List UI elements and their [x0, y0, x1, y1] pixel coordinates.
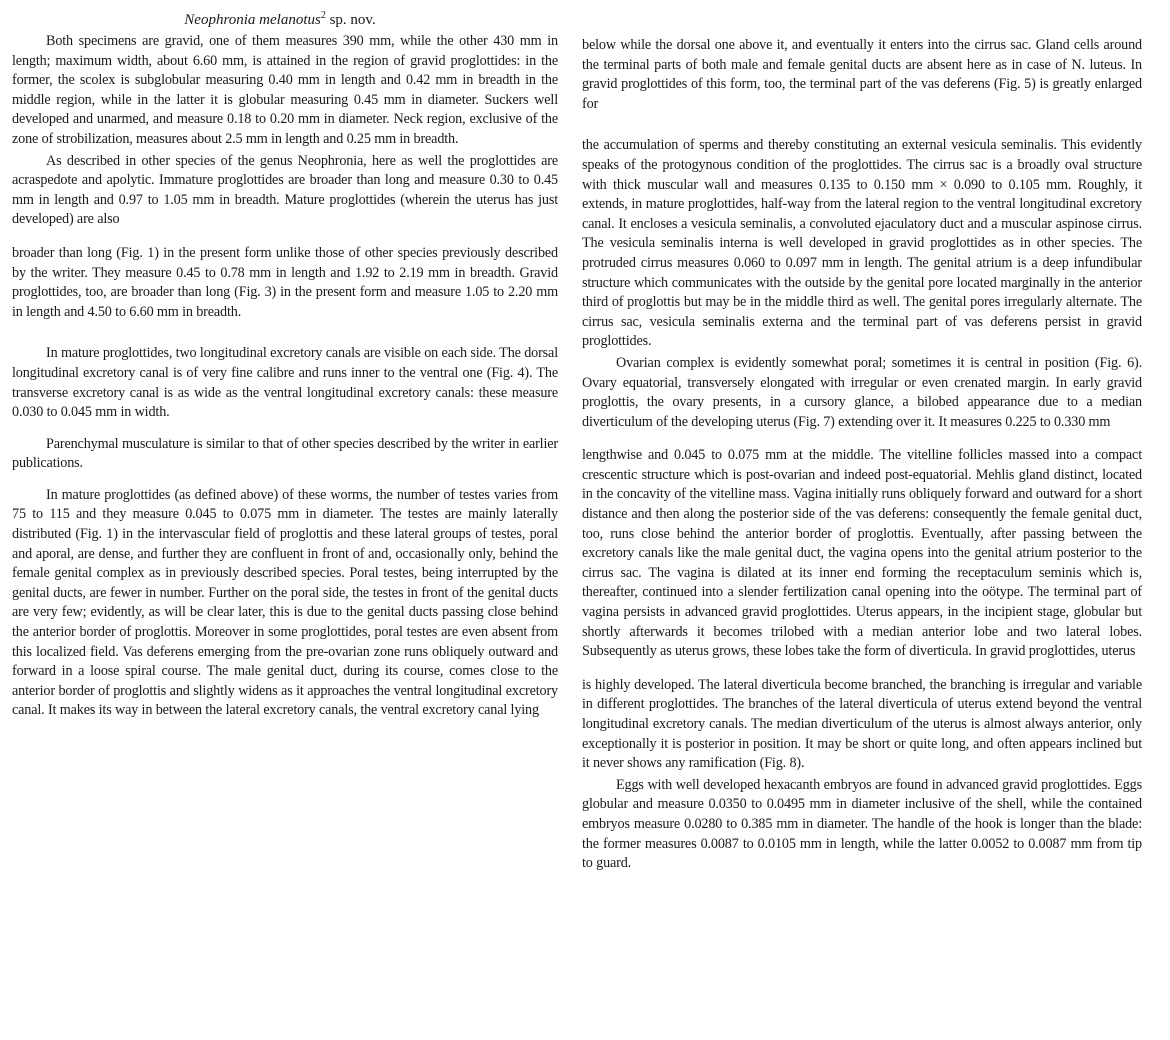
column-break: [582, 114, 1142, 136]
paragraph-musculature: Parenchymal musculature is similar to that of other species described by the writer in earlier publications.: [12, 435, 558, 472]
species-status: sp. nov.: [325, 12, 376, 28]
left-column: [12, 32, 558, 721]
paragraph-excretory: In mature proglottides, two longitudinal excretory canals are visible on each side. The dorsal longitudinal excretory canal is of very fine calibre and runs inner to the ventral one (Fig. 4). The transverse excretory canal is as wide as the ventral longitudinal excretory canals: these measure 0.030 to 0.045 mm in width.: [12, 345, 558, 421]
paragraph-dimensions: Both specimens are gravid, one of them measures 390 mm, while the other 430 mm in length; maximum width, about 6.60 mm, is attained in the region of gravid proglottides: in the former, the scolex is subglobular measuring 0.40 mm in length and 0.42 mm in breadth in the middle region, while in the latter it is globular measuring 0.45 mm in diameter. Suckers well developed and unarmed, and measure 0.18 to 0.20 mm in diameter. Neck region, exclusive of the zone of strobilization, measures about 2.5 mm in length and 0.25 mm in breadth.: [12, 33, 558, 147]
paragraph-eggs: Eggs with well developed hexacanth embryos are found in advanced gravid proglottides. Eggs globular and measure 0.0350 to 0.0495 mm in diameter inclusive of the shell, while the contained embryos measure 0.0280 to 0.385 mm in diameter. The handle of the hook is longer than the blade: the former measures 0.0087 to 0.0105 mm in length, while the latter 0.0052 to 0.0087 mm from tip to guard.: [582, 776, 1142, 872]
paragraph-testes: In mature proglottides (as defined above) of these worms, the number of testes varies from 75 to 115 and they measure 0.045 to 0.075 mm in diameter. The testes are mainly laterally distributed (Fig. 1) in the intervascular field of proglottis and these lateral groups of testes, poral and aporal, are dense, and further they are confluent in front of and, occasionally only, behind the female genital complex as in previously described species. Poral testes, being interrupted by the genital ducts, are fewer in number. Further on the poral side, the testes in front of the genital ducts are very few; evidently, as will be clear later, this is due to the genital ducts passing close behind the anterior border of proglottis. Moreover in some proglottides, poral testes are even absent from this localized field. Vas deferens emerging from the pre-ovarian zone runs obliquely outward and forward in a loose spiral course. The male genital duct, during its course, comes close to the anterior border of proglottis and slightly widens as it approaches the ventral longitudinal excretory canal. It makes its way in between the lateral excretory canals, the ventral excretory canal lying: [12, 486, 558, 719]
right-column: [582, 36, 1142, 874]
paragraph-ovarian-complex: Ovarian complex is evidently somewhat poral; sometimes it is central in position (Fig. 6). Ovary equatorial, transversely elongated with irregular or even crenated margin. In early gravid proglottis, the ovary presents, in a cursory glance, a bilobed appearance due to a median diverticulum of the developing uterus (Fig. 7) extending over it. It measures 0.225 to 0.330 mm: [582, 354, 1142, 430]
column-break: [582, 432, 1142, 446]
paragraph-uterus-gravid: is highly developed. The lateral diverticula become branched, the branching is irregular and variable in different proglottides. The branches of the lateral diverticula of uterus extend beyond the ventral longitudinal excretory canals. The median diverticulum of the uterus is almost always anterior, only exceptionally it is posterior in position. It may be short or quite long, and often appears inclined but it never shows any ramification (Fig. 8).: [582, 676, 1142, 772]
paragraph-genital-ducts: below while the dorsal one above it, and eventually it enters into the cirrus sac. Gland cells around the terminal parts of both male and female genital ducts are absent here as in case of N. luteus. In gravid proglottides of this form, too, the terminal part of the vas deferens (Fig. 5) is greatly enlarged for: [582, 37, 1142, 112]
species-name: Neophronia melanotus: [184, 12, 321, 28]
footnote-marker: 2: [320, 10, 326, 21]
column-break: [12, 322, 558, 344]
species-heading: [0, 6, 560, 30]
paragraph-proglottides: As described in other species of the genus Neophronia, here as well the proglottides are acraspedote and apolytic. Immature proglottides are broader than long and measure 0.30 to 0.45 mm in length and 0.97 to 1.05 mm in breadth. Mature proglottides (wherein the uterus has just developed) are also: [12, 152, 558, 228]
paragraph-proglottides-cont: broader than long (Fig. 1) in the present form unlike those of other species previously described by the writer. They measure 0.45 to 0.78 mm in length and 1.92 to 2.19 mm in breadth. Gravid proglottides, too, are broader than long (Fig. 3) in the present form and measure 1.05 to 2.20 mm in length and 4.50 to 6.60 mm in breadth.: [12, 244, 558, 320]
column-break: [582, 662, 1142, 676]
paragraph-cirrus-sac: the accumulation of sperms and thereby constituting an external vesicula seminalis. This evidently speaks of the protogynous condition of the proglottides. The cirrus sac is a broadly oval structure with thick muscular wall and measures 0.135 to 0.150 mm × 0.090 to 0.105 mm. Roughly, it extends, in mature proglottides, half-way from the lateral region to the ventral longitudinal excretory canal. It encloses a vesicula seminalis, a convoluted ejaculatory duct and a muscular aspinose cirrus. The vesicula seminalis interna is well developed in gravid proglottides as in other species. The protruded cirrus measures 0.060 to 0.097 mm in length. The genital atrium is a deep infundibular structure which communicates with the outside by the genital pore located marginally in the anterior third of proglottis but may be in the middle third as well. The genital pores irregularly alternate. The cirrus sac, vesicula seminalis externa and the terminal part of vas deferens persist in gravid proglottides.: [582, 137, 1142, 350]
paragraph-vitelline-uterus: lengthwise and 0.045 to 0.075 mm at the middle. The vitelline follicles massed into a compact crescentic structure which is post-ovarian and indeed post-equatorial. Mehlis gland distinct, located in the concavity of the vitelline mass. Vagina initially runs obliquely forward and outward for a short distance and then along the posterior side of the vas deferens: consequently the female genital duct, too, runs close behind the anterior border of proglottis. Eventually, after passing between the excretory canals like the male genital duct, the vagina opens into the genital atrium posterior to the cirrus sac. The vagina is dilated at its inner end forming the receptaculum seminis which is, thereafter, continued into a slender fertilization canal opening into the oötype. The terminal part of vagina persists in advanced gravid proglottides. Uterus appears, in the incipient stage, globular but shortly afterwards it becomes trilobed with a median anterior lobe and two lateral lobes. Subsequently as uterus grows, these lobes take the form of diverticula. In gravid proglottides, uterus: [582, 447, 1142, 660]
column-break: [12, 230, 558, 244]
